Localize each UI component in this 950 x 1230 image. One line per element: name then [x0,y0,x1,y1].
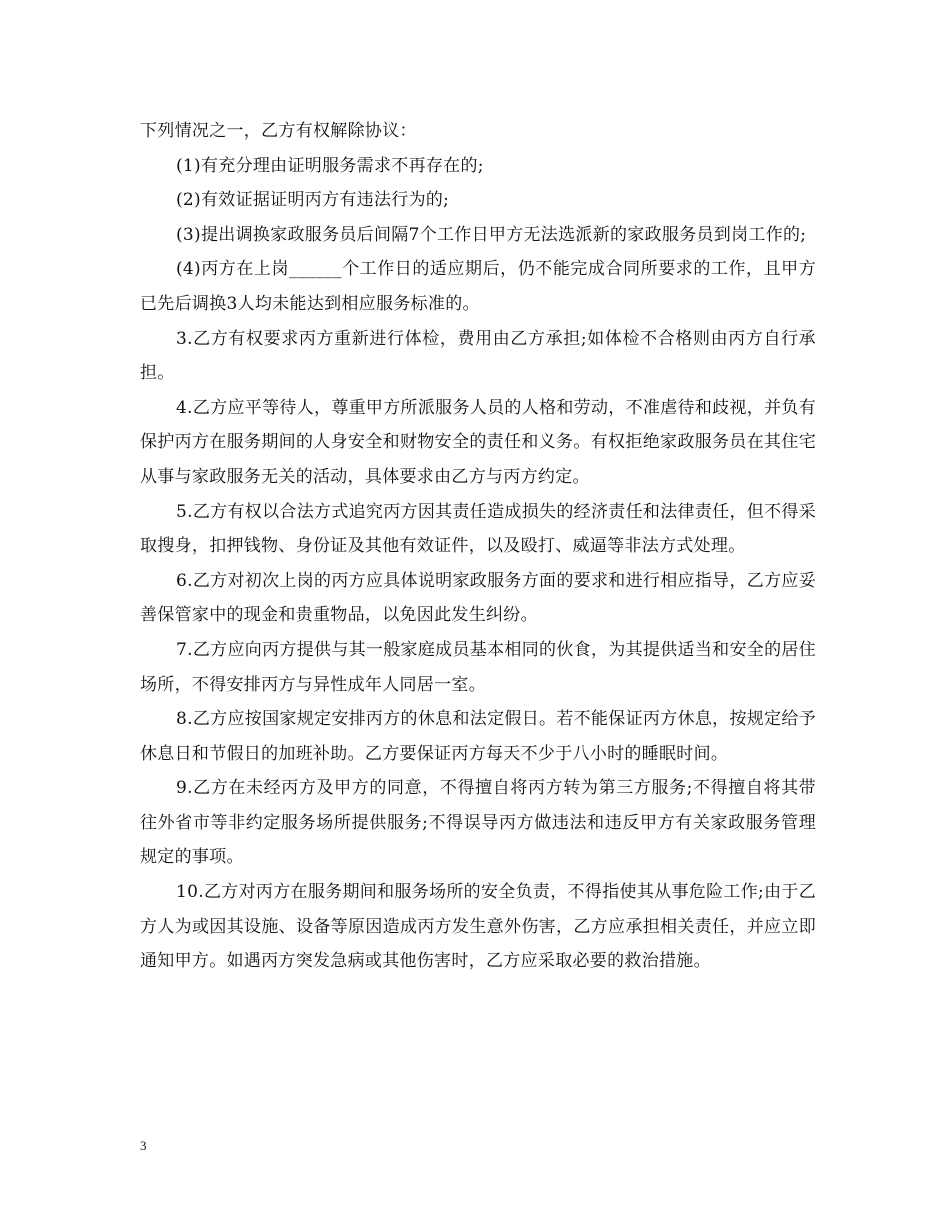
paragraph-clause-4: 4.乙方应平等待人，尊重甲方所派服务人员的人格和劳动，不准虐待和歧视，并负有保护丙方在服务期间的人身安全和财物安全的责任和义务。有权拒绝家政服务员在其住宅从事与家政服务无关的活动，具体要求由乙方与丙方约定。 [140,397,816,487]
paragraph-item-1: (1)有充分理由证明服务需求不再存在的; [176,155,484,176]
paragraph-clause-7: 7.乙方应向丙方提供与其一般家庭成员基本相同的伙食，为其提供适当和安全的居住场所，不得安排丙方与异性成年人同居一室。 [140,639,816,695]
paragraph-clause-8: 8.乙方应按国家规定安排丙方的休息和法定假日。若不能保证丙方休息，按规定给予休息日和节假日的加班补助。乙方要保证丙方每天不少于八小时的睡眠时间。 [140,709,816,764]
paragraph-intro: 下列情况之一，乙方有权解除协议： [140,121,417,141]
paragraph-clause-9: 9.乙方在未经丙方及甲方的同意，不得擅自将丙方转为第三方服务;不得擅自将其带往外省市等非约定服务场所提供服务;不得误导丙方做违法和违反甲方有关家政服务管理规定的事项。 [140,778,816,868]
paragraph-item-4: (4)丙方在上岗______个工作日的适应期后，仍不能完成合同所要求的工作，且甲方已先后调换3人均未能达到相应服务标准的。 [140,259,816,314]
paragraph-clause-10: 10.乙方对丙方在服务期间和服务场所的安全负责，不得指使其从事危险工作;由于乙方人为或因其设施、设备等原因造成丙方发生意外伤害，乙方应承担相关责任，并应立即通知甲方。如遇丙方突发急病或其他伤害时，乙方应采取必要的救治措施。 [140,882,816,972]
paragraph-clause-5: 5.乙方有权以合法方式追究丙方因其责任造成损失的经济责任和法律责任，但不得采取搜身，扣押钱物、身份证及其他有效证件，以及殴打、威逼等非法方式处理。 [140,501,816,557]
paragraph-item-2: (2)有效证据证明丙方有违法行为的; [176,190,450,211]
paragraph-clause-6: 6.乙方对初次上岗的丙方应具体说明家政服务方面的要求和进行相应指导，乙方应妥善保管家中的现金和贵重物品，以免因此发生纠纷。 [140,570,816,626]
paragraph-item-3: (3)提出调换家政服务员后间隔7个工作日甲方无法选派新的家政服务员到岗工作的; [176,224,807,245]
document-body [140,114,816,979]
page-number: 3 [140,1138,147,1153]
paragraph-clause-3: 3.乙方有权要求丙方重新进行体检，费用由乙方承担;如体检不合格则由丙方自行承担。 [140,328,816,384]
